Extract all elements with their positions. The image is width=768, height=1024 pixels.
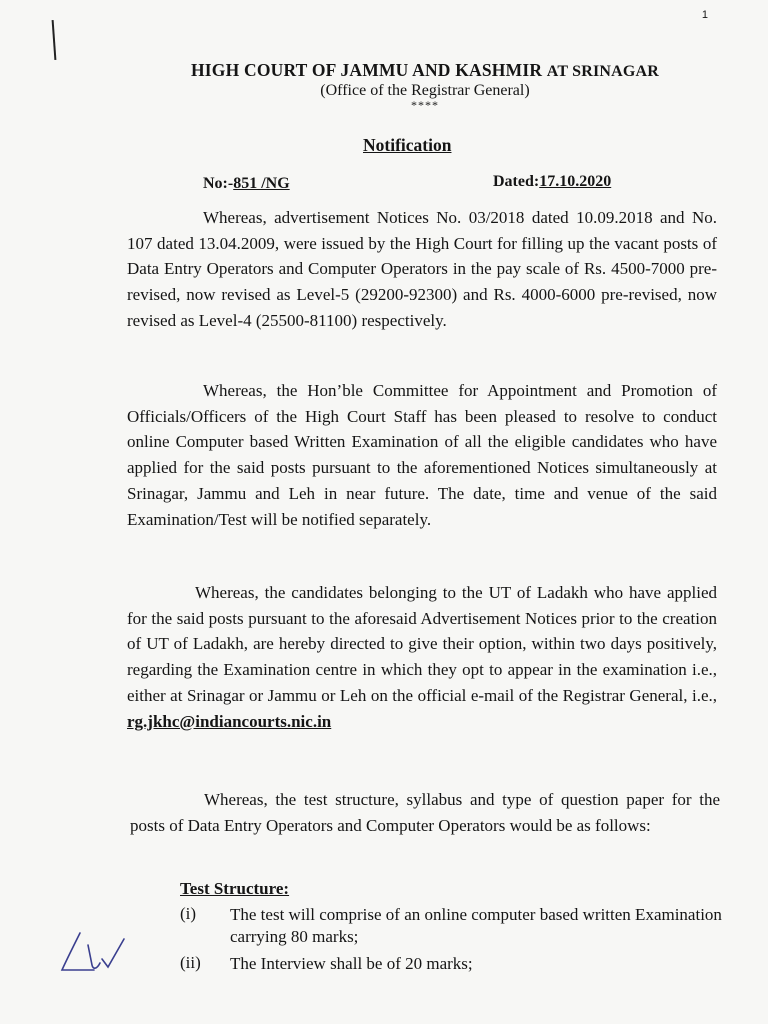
list-item-marker: (i) bbox=[180, 904, 197, 923]
page-number: 1 bbox=[701, 9, 708, 21]
initials-signature bbox=[58, 925, 128, 980]
paragraph-test-structure-intro: Whereas, the test structure, syllabus and type of question paper for the posts of Data Entry Operators and Computer Operators would be as follows: bbox=[130, 790, 720, 835]
reference-number-label: No:- bbox=[203, 175, 234, 192]
list-item-marker: (ii) bbox=[180, 953, 201, 972]
list-item-text: The Interview shall be of 20 marks; bbox=[230, 954, 473, 973]
test-structure-heading: Test Structure: bbox=[180, 879, 290, 898]
reference-date bbox=[493, 173, 611, 191]
list-item-text: The test will comprise of an online computer based written Examination carrying 80 marks; bbox=[230, 905, 722, 946]
notification-title: Notification bbox=[363, 135, 452, 155]
paragraph-advertisement: Whereas, advertisement Notices No. 03/2018 dated 10.09.2018 and No. 107 dated 13.04.2009, were issued by the High Court for filling up the vacant posts of Data Entry Operators and Computer Operators in the pay scale of Rs. 4500-7000 pre-revised, now revised as Level-5 (29200-92300) and Rs. 4000-6000 pre-revised, now revised as Level-4 (25500-81100) respectively. bbox=[127, 208, 717, 330]
paragraph-committee: Whereas, the Hon’ble Committee for Appointment and Promotion of Officials/Officers of the High Court Staff has been pleased to resolve to conduct online Computer based Written Examination of all the eligible candidates who have applied for the said posts pursuant to the aforementioned Notices simultaneously at Srinagar, Jammu and Leh in near future. The date, time and venue of the said Examination/Test will be notified separately. bbox=[127, 381, 717, 529]
office-subtitle: (Office of the Registrar General) bbox=[320, 82, 530, 99]
paragraph-ladakh-text: Whereas, the candidates belonging to the UT of Ladakh who have applied for the said posts pursuant to the aforesaid Advertisement Notices prior to the creation of UT of Ladakh, are hereby directed to give their option, within two days positively, regarding the Examination centre in which they opt to appear in the examination i.e., either at Srinagar or Jammu or Leh on the official e-mail of the Registrar General, i.e., bbox=[127, 583, 717, 705]
reference-date-label: Dated: bbox=[493, 173, 540, 190]
header-stars: **** bbox=[411, 98, 439, 112]
paragraph-ladakh-candidates bbox=[127, 580, 717, 734]
reference-number bbox=[203, 175, 290, 193]
registrar-email-link[interactable]: rg.jkhc@indiancourts.nic.in bbox=[127, 711, 332, 731]
reference-date-value: 17.10.2020 bbox=[539, 173, 612, 190]
court-name: HIGH COURT OF JAMMU AND KASHMIR bbox=[190, 60, 543, 80]
reference-number-value: 851 /NG bbox=[233, 175, 290, 192]
court-location: AT SRINAGAR bbox=[546, 63, 660, 80]
court-title bbox=[110, 60, 740, 81]
margin-pen-mark bbox=[52, 20, 57, 60]
